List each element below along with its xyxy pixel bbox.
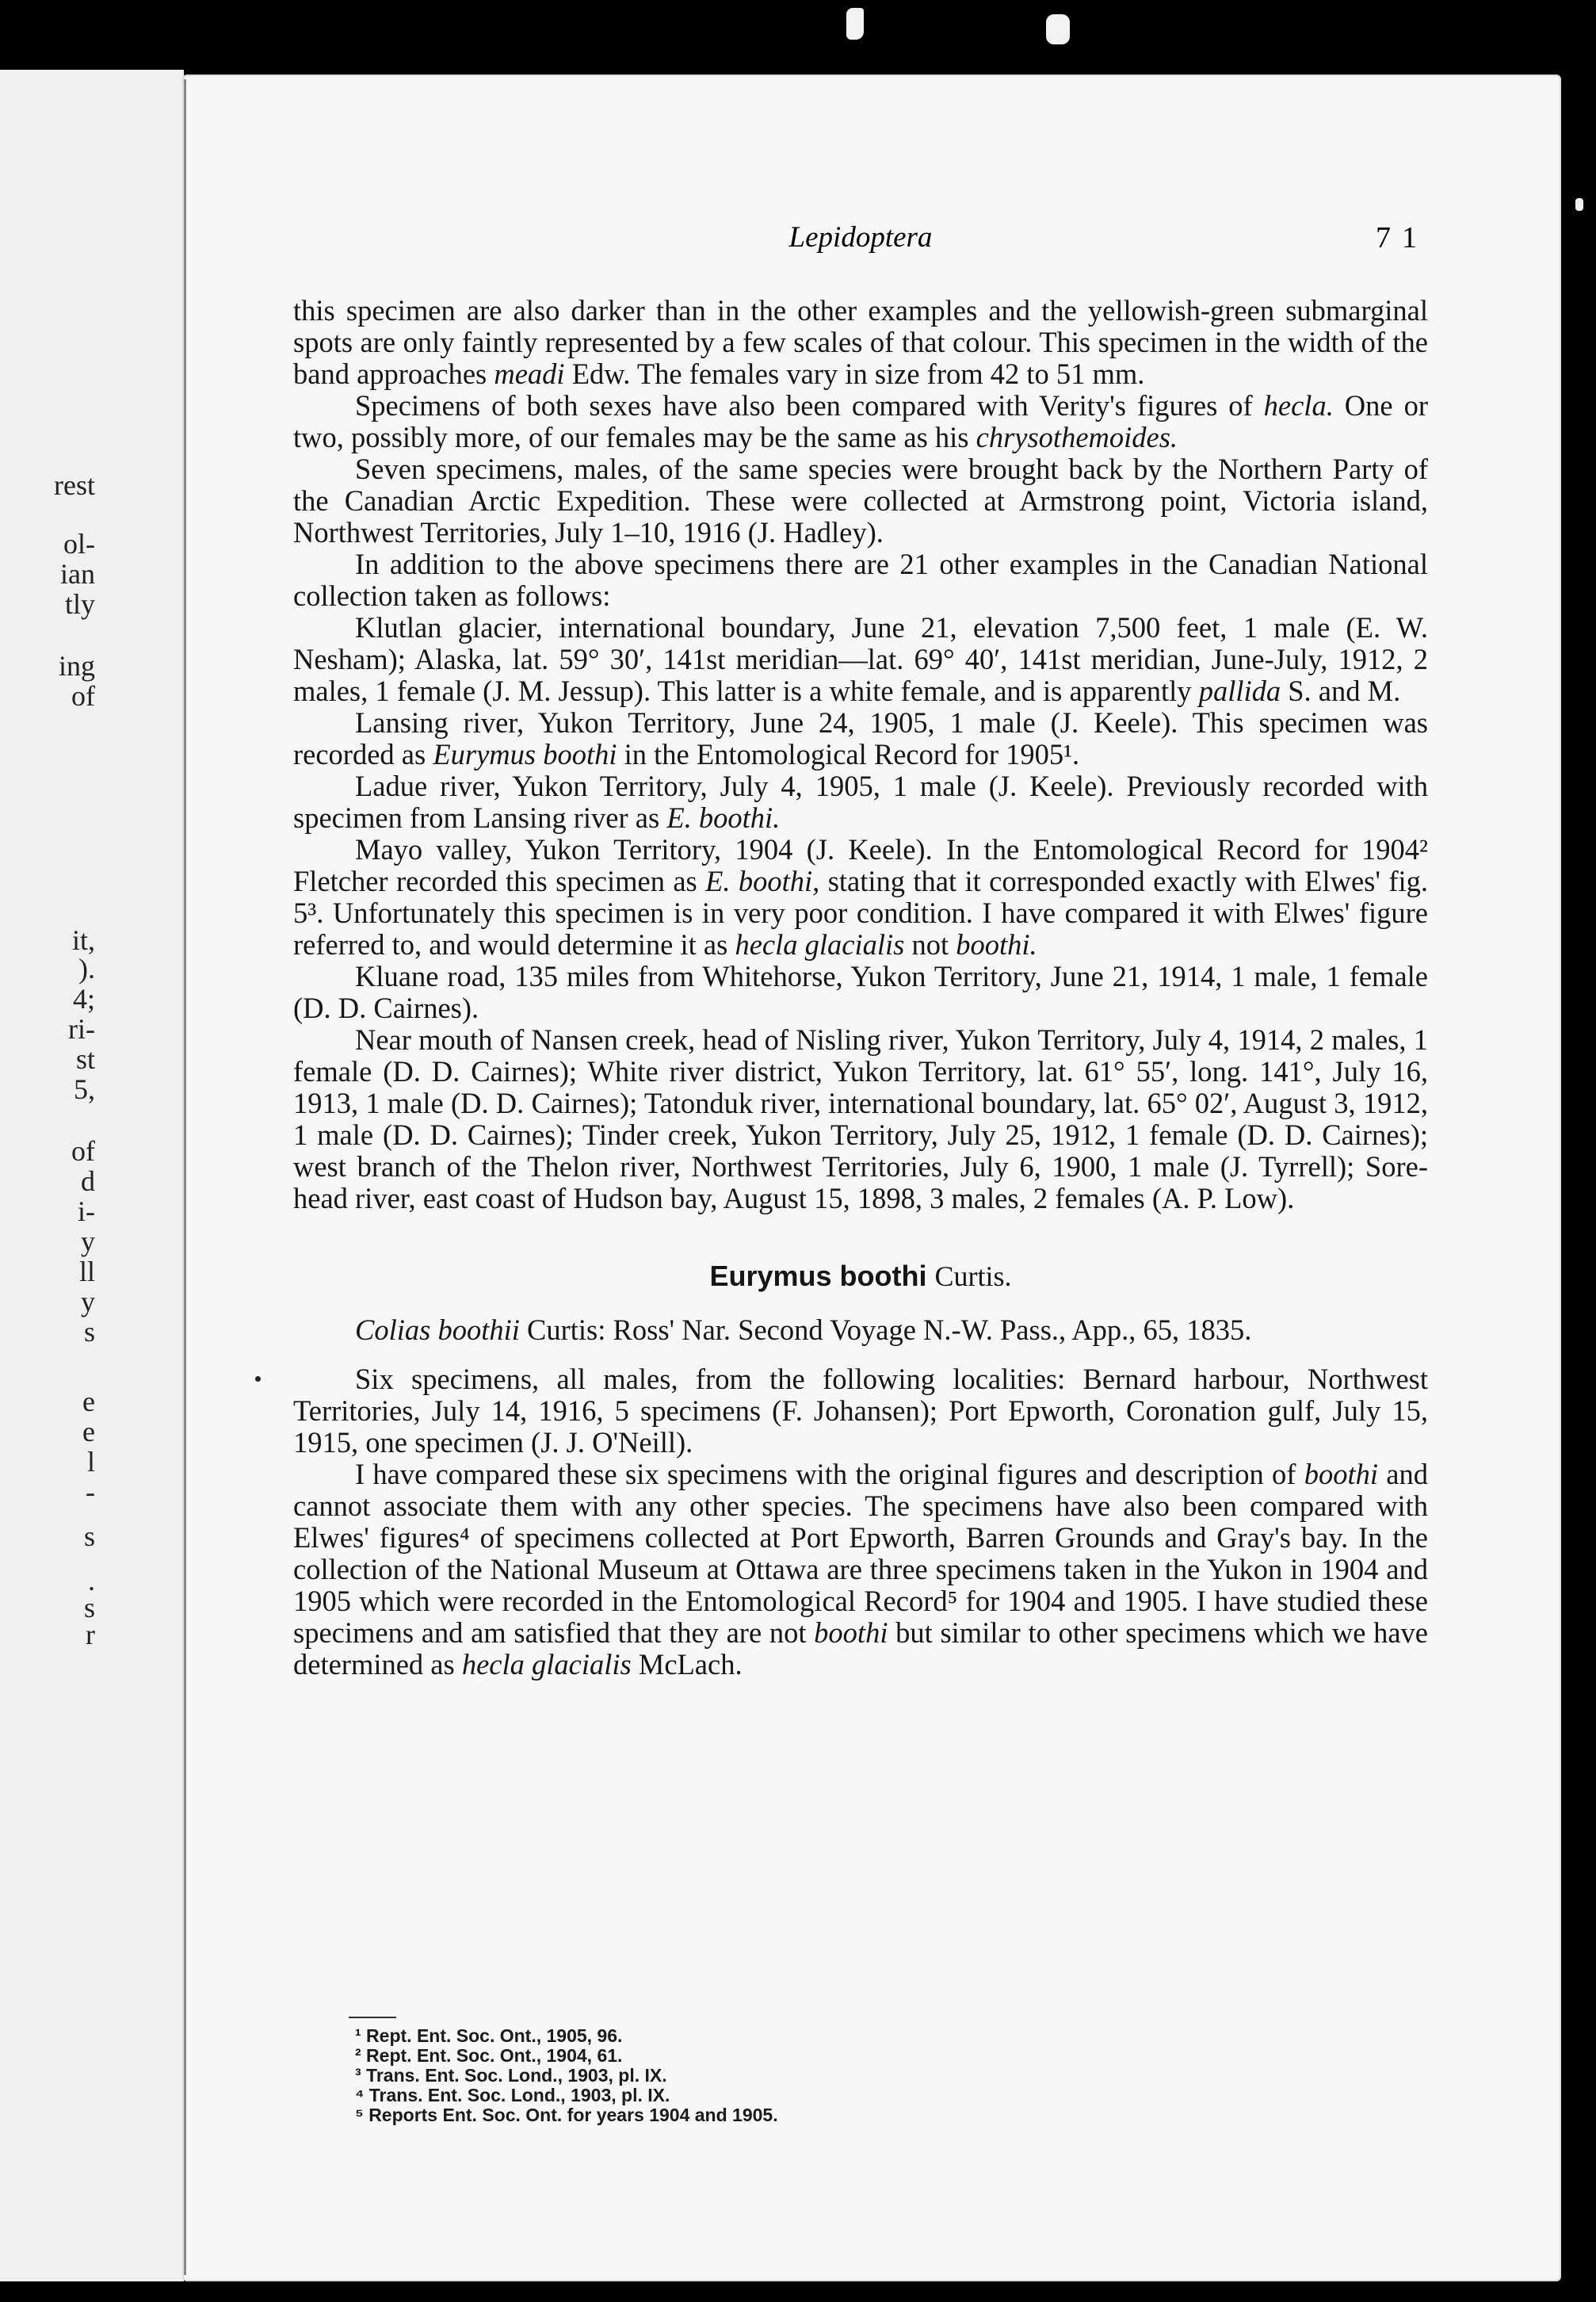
scan-artifact-mark	[1575, 198, 1583, 211]
footnote: ¹ Rept. Ent. Soc. Ont., 1905, 96.	[355, 2025, 623, 2046]
fragment-text: s	[83, 1316, 95, 1348]
synonymy-citation: Colias boothii Curtis: Ross' Nar. Second Voyage N.-W. Pass., App., 65, 1835.	[355, 1314, 1252, 1346]
page-body	[293, 295, 1428, 1681]
footnote: ² Rept. Ent. Soc. Ont., 1904, 61.	[355, 2045, 623, 2066]
paragraph: Six specimens, all males, from the following localities: Bernard harbour, Northwest Territories, July 14, 1916, 5 specimens (F. Johansen); Port Epworth, Coronation gulf, July 15, 1915, one specimen (J. J. O'Neill).	[293, 1363, 1428, 1459]
fragment-text: of	[71, 680, 95, 712]
footnote-rule	[349, 2017, 396, 2018]
fragment-text: ll	[78, 1256, 95, 1287]
fragment-text: tly	[64, 588, 95, 620]
book-page	[184, 76, 1560, 2280]
paragraph: Kluane road, 135 miles from Whitehorse, Yukon Territory, June 21, 1914, 1 male, 1 female (D. D. Cairnes).	[293, 960, 1428, 1024]
fragment-text: ol-	[63, 528, 95, 560]
fragment-text: l	[86, 1446, 95, 1478]
fragment-text: st	[75, 1043, 95, 1075]
footnote: ³ Trans. Ent. Soc. Lond., 1903, pl. IX.	[355, 2065, 667, 2086]
fragment-text: r	[86, 1619, 95, 1650]
fragment-text: i-	[78, 1195, 95, 1227]
running-title: Lepidoptera	[788, 221, 933, 254]
fragment-text: e	[82, 1416, 95, 1447]
fragment-text: it,	[71, 924, 95, 956]
fragment-text: 5,	[74, 1073, 95, 1105]
fragment-text: ing	[58, 650, 95, 682]
scan-artifact-mark	[846, 8, 864, 40]
paragraph: I have compared these six specimens with the original figures and description of boothi and cannot associate them with any other species. The specimens have also been compared with Elwes' figures⁴ of specimens collected at Port Epworth, Barren Grounds and Gray's bay. In the collection of the National Museum at Ottawa are three specimens taken in the Yukon in 1904 and 1905 which were recorded in the Entomological Record⁵ for 1904 and 1905. I have studied these specimens and am satisfied that they are not boothi but similar to other specimens which we have determined as hecla glacialis McLach.	[293, 1458, 1428, 1681]
fragment-text: ri-	[68, 1013, 95, 1045]
footnote: ⁵ Reports Ent. Soc. Ont. for years 1904 and 1905.	[355, 2105, 778, 2125]
fragment-text: -	[86, 1476, 95, 1508]
fragment-text: rest	[54, 469, 95, 501]
paragraph: Seven specimens, males, of the same species were brought back by the Northern Party of the Canadian Arctic Expedition. These were collected at Armstrong point, Victoria island, Northwest Territories, July 1–10, 1916 (J. Hadley).	[293, 453, 1428, 549]
fragment-text: s	[83, 1520, 95, 1552]
page-number: 71	[1376, 221, 1428, 254]
footnote: ⁴ Trans. Ent. Soc. Lond., 1903, pl. IX.	[355, 2085, 670, 2105]
fragment-text: ian	[60, 558, 95, 590]
species-heading: Eurymus boothi Curtis.	[709, 1260, 1012, 1292]
paragraph: Specimens of both sexes have also been compared with Verity's figures of hecla. One or two, possibly more, of our females may be the same as his chrysothemoides.	[293, 389, 1428, 453]
paragraph: Near mouth of Nansen creek, head of Nisling river, Yukon Territory, July 4, 1914, 2 males, 1 female (D. D. Cairnes); White river district, Yukon Territory, lat. 61° 55′, long. 141°, July 16, 1913, 1 male (D. D. Cairnes); Tatonduk river, international boundary, lat. 65° 02′, August 3, 1912, 1 male (D. D. Cairnes); Tinder creek, Yukon Territory, July 25, 1912, 1 female (D. D. Cairnes); west branch of the Thelon river, Northwest Territories, July 6, 1900, 1 male (J. Tyrrell); Sore-head river, east coast of Hudson bay, August 15, 1898, 3 males, 2 females (A. P. Low).	[293, 1023, 1428, 1214]
fragment-text: 4;	[72, 983, 95, 1015]
fragment-text: s	[83, 1592, 95, 1623]
scan-artifact-mark	[1046, 14, 1070, 44]
footnotes	[293, 2017, 1086, 2125]
paragraph: Mayo valley, Yukon Territory, 1904 (J. Keele). In the Entomological Record for 1904² Fletcher recorded this specimen as E. boothi, stating that it corresponded exactly with Elwes' fig. 5³. Unfortunately this specimen is in very poor condition. I have compared it with Elwes' figure referred to, and would determine it as hecla glacialis not boothi.	[293, 833, 1428, 961]
fragment-text: of	[71, 1135, 95, 1167]
paragraph: In addition to the above specimens there are 21 other examples in the Canadian National collection taken as follows:	[293, 548, 1428, 612]
fragment-text: .	[88, 1565, 95, 1596]
fragment-text: y	[81, 1286, 95, 1317]
fragment-text: y	[81, 1226, 95, 1257]
paragraph: Ladue river, Yukon Territory, July 4, 1905, 1 male (J. Keele). Previously recorded with specimen from Lansing river as E. boothi.	[293, 770, 1428, 834]
paragraph: this specimen are also darker than in the other examples and the yellowish-green submarginal spots are only faintly represented by a few scales of that colour. This specimen in the width of the band approaches meadi Edw. The females vary in size from 42 to 51 mm.	[293, 294, 1428, 390]
paragraph: Klutlan glacier, international boundary, June 21, elevation 7,500 feet, 1 male (E. W. Nesham); Alaska, lat. 59° 30′, 141st meridian—lat. 69° 40′, 141st meridian, June-July, 1912, 2 males, 1 female (J. M. Jessup). This latter is a white female, and is apparently pallida S. and M.	[293, 611, 1428, 707]
fragment-text: e	[82, 1386, 95, 1417]
margin-dot	[255, 1376, 261, 1382]
fragment-text: d	[81, 1165, 95, 1197]
facing-page-fragment	[0, 70, 184, 2281]
paragraph: Lansing river, Yukon Territory, June 24, 1905, 1 male (J. Keele). This specimen was recorded as Eurymus boothi in the Entomological Record for 1905¹.	[293, 706, 1428, 771]
page-spine-edge	[184, 79, 186, 2275]
fragment-text: ).	[78, 953, 95, 985]
running-header	[293, 220, 1428, 260]
